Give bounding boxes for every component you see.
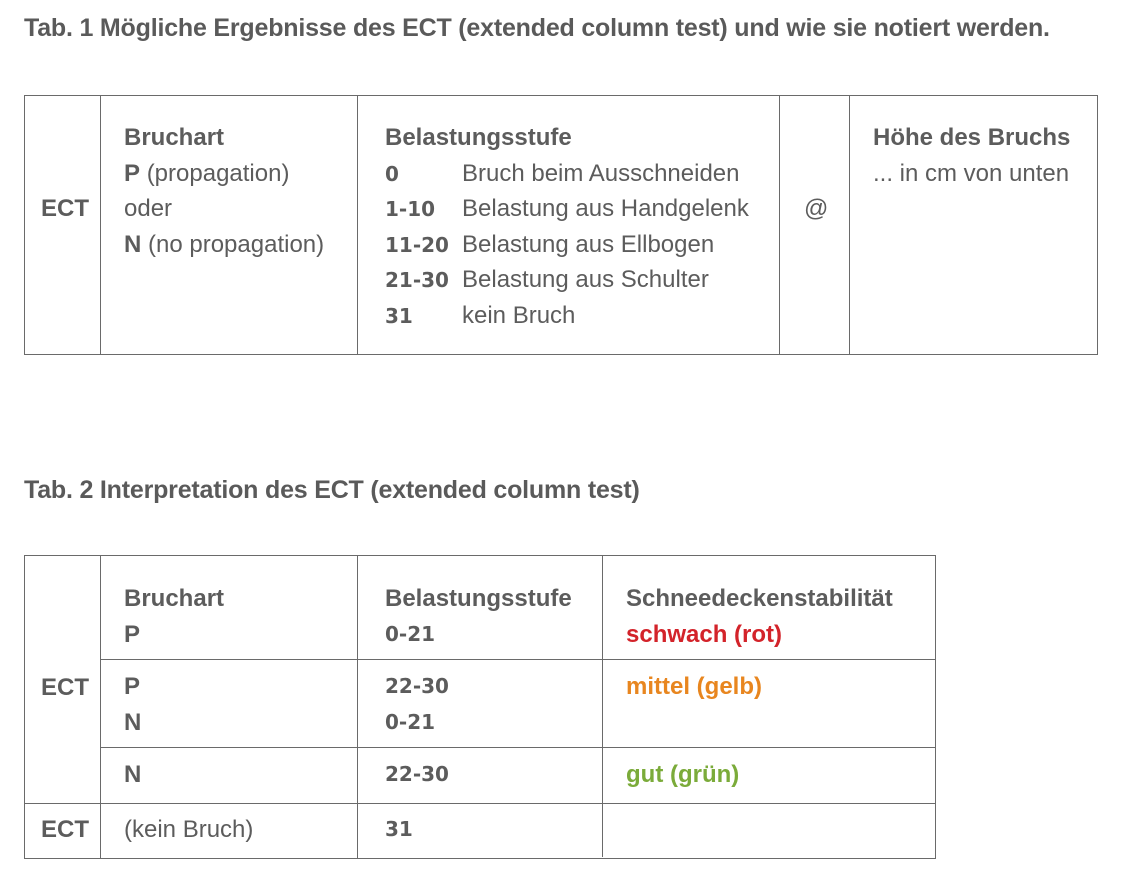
- hoehe-cell: [873, 120, 1070, 191]
- table-2-row-divider: [100, 747, 935, 748]
- table-row: 22-30 0-21: [385, 674, 449, 734]
- table-2-row-divider: [25, 803, 935, 804]
- list-item: 31 kein Bruch: [385, 301, 576, 329]
- table-row: [385, 581, 572, 652]
- belastungsstufe-header: Belastungsstufe: [385, 124, 572, 151]
- list-item: 0 Bruch beim Ausschneiden: [385, 159, 740, 187]
- table-1-caption: Tab. 1 Mögliche Ergebnisse des ECT (extended column test) und wie sie notiert werden.: [24, 14, 1050, 42]
- belastungsstufe-header: Belastungsstufe: [385, 585, 572, 612]
- table-row: [124, 581, 224, 652]
- stufe-value: 0-21: [385, 621, 436, 646]
- table-2-divider: [100, 556, 101, 858]
- hoehe-header: Höhe des Bruchs: [873, 124, 1071, 151]
- belastungsstufe-cell: [385, 120, 749, 333]
- bruchart-header: Bruchart: [124, 124, 225, 151]
- table-2-caption: Tab. 2 Interpretation des ECT (extended column test): [24, 476, 640, 504]
- list-item: 11-20 Belastung aus Ellbogen: [385, 230, 715, 258]
- ect-label: ECT: [41, 195, 89, 222]
- stabilitaet-schwach: schwach (rot): [626, 620, 783, 648]
- list-item: 21-30 Belastung aus Schulter: [385, 266, 709, 293]
- table-1-divider: [100, 96, 101, 354]
- table-row: [626, 581, 893, 652]
- table-row: (kein Bruch): [124, 816, 254, 843]
- table-1: [24, 95, 1098, 355]
- table-row: N: [124, 761, 142, 788]
- bruchart-cell: [124, 120, 324, 262]
- table-2: [24, 555, 936, 859]
- n-text: (no propagation): [148, 230, 325, 258]
- ect-label: ECT: [41, 816, 89, 843]
- table-2-divider: [602, 556, 603, 857]
- n-code: N: [124, 230, 142, 258]
- table-row: [626, 669, 762, 705]
- table-2-row-divider: [100, 659, 935, 660]
- table-2-divider: [357, 556, 358, 858]
- table-1-divider: [779, 96, 780, 354]
- table-row: P N: [124, 673, 142, 736]
- table-1-divider: [357, 96, 358, 354]
- list-item: 1-10 Belastung aus Handgelenk: [385, 195, 749, 222]
- bruchart-value: P: [124, 620, 141, 648]
- stabilitaet-mittel: mittel (gelb): [626, 673, 762, 700]
- p-text: (propagation): [146, 159, 290, 187]
- bruchart-header: Bruchart: [124, 585, 225, 612]
- ect-label: ECT: [41, 674, 89, 701]
- table-row: 22-30: [385, 762, 449, 786]
- at-symbol: @: [804, 195, 829, 222]
- stabilitaet-gut: gut (grün): [626, 761, 740, 788]
- p-code: P: [124, 159, 141, 187]
- table-1-divider: [849, 96, 850, 354]
- table-row: 31: [385, 817, 413, 841]
- oder-text: oder: [124, 195, 173, 222]
- stabilitaet-header: Schneedeckenstabilität: [626, 585, 893, 612]
- hoehe-text: ... in cm von unten: [873, 159, 1070, 187]
